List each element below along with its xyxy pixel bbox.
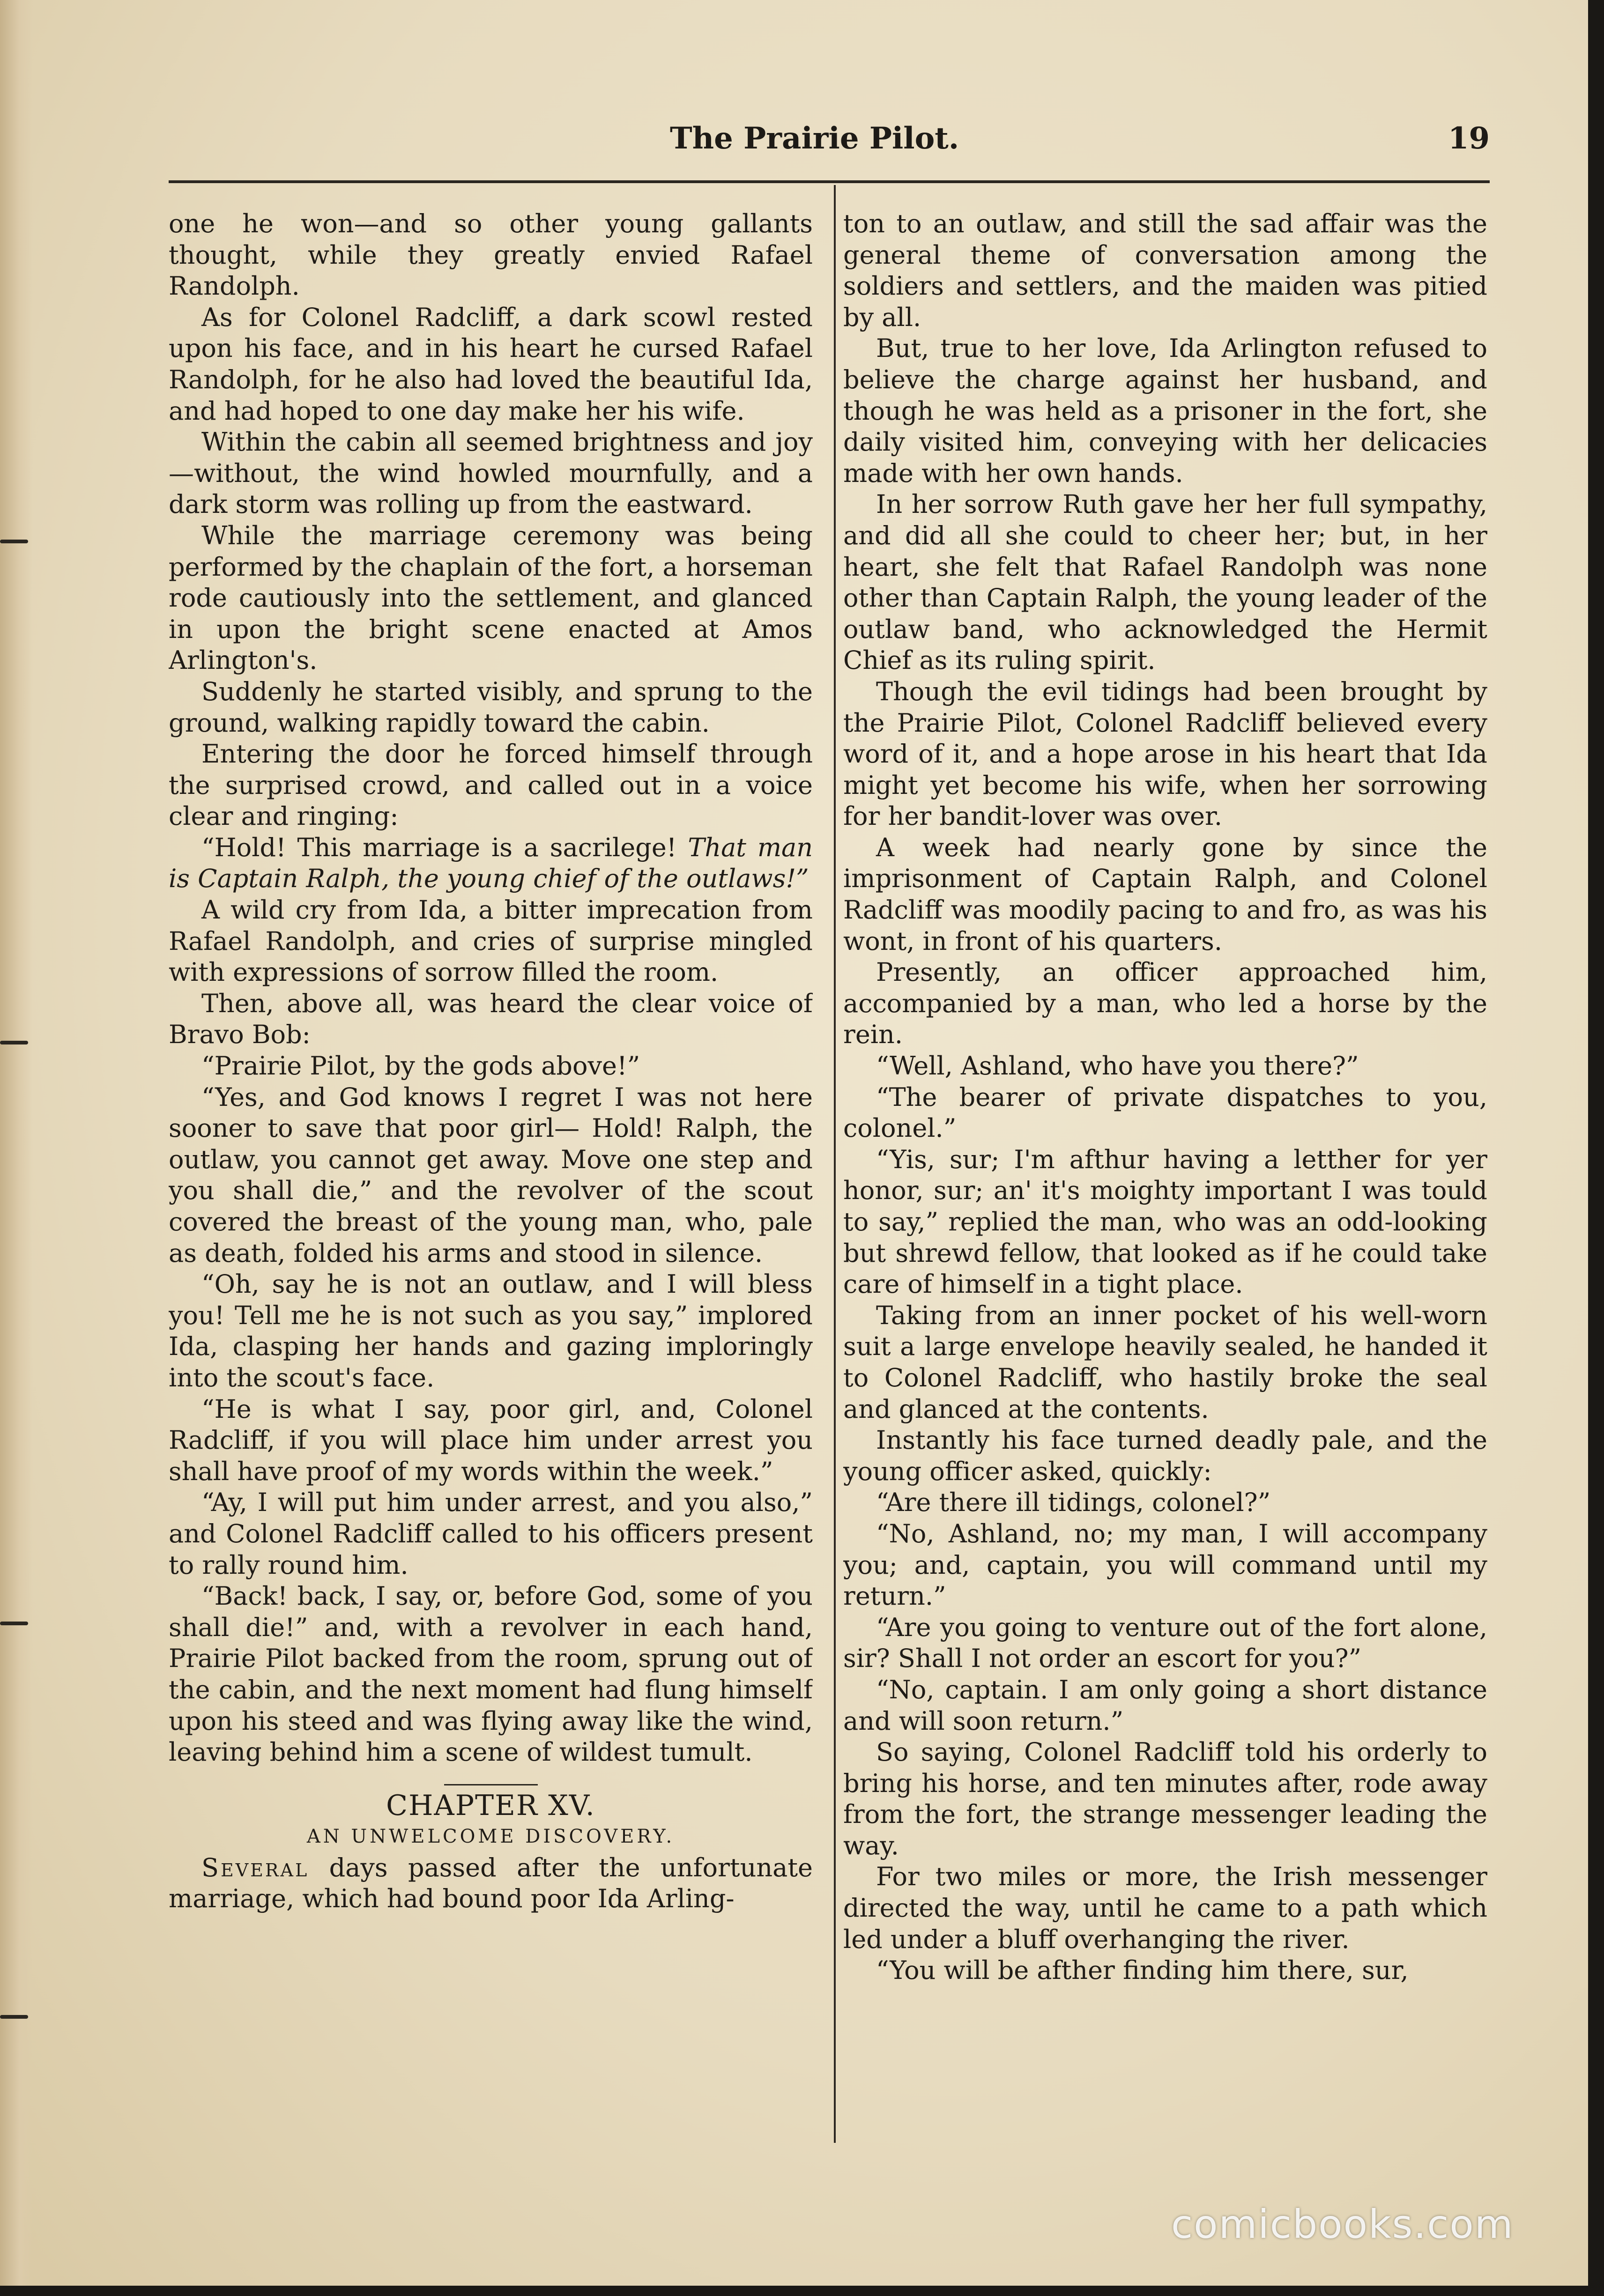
paragraph: “Back! back, I say, or, before God, some of you shall die!” and, with a revolver in each hand, Prairie Pilot backed from the room, sprung out of the cabin, and the next moment had flung himself upon his steed and was flying away like the wind, leaving behind him a scene of wildest tumult.: [169, 1581, 813, 1767]
chapter-opening-text: days passed after the unfortunate marriage, which had bound poor Ida Arling-: [169, 1852, 813, 1914]
paragraph: “Are there ill tidings, colonel?”: [876, 1488, 1271, 1518]
quote-italic-text: That man is Captain Ralph, the young chief of the outlaws!”: [169, 832, 813, 894]
paragraph: Then, above all, was heard the clear voice of Bravo Bob:: [169, 988, 813, 1050]
paragraph: “Prairie Pilot, by the gods above!”: [201, 1051, 640, 1081]
paragraph: “Yes, and God knows I regret I was not here sooner to save that poor girl— Hold! Ralph, the outlaw, you cannot get away. Move one step and you shall die,” and the revolver of the scout covered the breast of the young man, who, pale as death, folded his arms and stood in silence.: [169, 1082, 813, 1268]
running-header: [169, 121, 1490, 172]
column-divider: [834, 185, 836, 2143]
paragraph: Though the evil tidings had been brought by the Prairie Pilot, Colonel Radcliff believed every word of it, and a hope arose in his heart that Ida might yet become his wife, when her sorrowing for her bandit-lover was over.: [843, 676, 1487, 831]
paragraph: Suddenly he started visibly, and sprung to the ground, walking rapidly toward the cabin.: [169, 676, 813, 738]
page-number: 19: [1448, 121, 1490, 156]
right-column: [843, 208, 1487, 2176]
chapter-rule: [444, 1784, 538, 1785]
paragraph: So saying, Colonel Radcliff told his orderly to bring his horse, and ten minutes after, rode away from the fort, the strange messenger leading the way.: [843, 1737, 1487, 1860]
paragraph: “Well, Ashland, who have you there?”: [876, 1051, 1359, 1081]
left-column: [169, 208, 813, 2176]
paragraph: A wild cry from Ida, a bitter imprecation from Rafael Randolph, and cries of surprise mingled with expressions of sorrow filled the room.: [169, 895, 813, 987]
quote-paragraph: [169, 832, 813, 895]
watermark-text: comicbooks.com: [1171, 2201, 1514, 2247]
chapter-title: CHAPTER XV.: [386, 1789, 595, 1822]
paragraph: In her sorrow Ruth gave her her full sympathy, and did all she could to cheer her; but, in her heart, she felt that Rafael Randolph was none other than Captain Ralph, the young leader of the outlaw band, who acknowledged the Hermit Chief as its ruling spirit.: [843, 489, 1487, 675]
chapter-opening: [169, 1852, 813, 1915]
paragraph: “You will be afther finding him there, sur,: [876, 1955, 1409, 1985]
paragraph: A week had nearly gone by since the imprisonment of Captain Ralph, and Colonel Radcliff was moodily pacing to and fro, as was his wont, in front of his quarters.: [843, 832, 1487, 956]
paragraph: Presently, an officer approached him, accompanied by a man, who led a horse by the rein.: [843, 957, 1487, 1050]
paragraph: But, true to her love, Ida Arlington refused to believe the charge against her husband, and though he was held as a prisoner in the fort, she daily visited him, conveying with her delicacies made with her own hands.: [843, 333, 1487, 488]
paragraph: Entering the door he forced himself through the surprised crowd, and called out in a voice clear and ringing:: [169, 739, 813, 831]
margin-mark: [0, 2015, 33, 2021]
paragraph: While the marriage ceremony was being performed by the chaplain of the fort, a horseman rode cautiously into the settlement, and glanced in upon the bright scene enacted at Amos Arlington's.: [169, 520, 813, 675]
paragraph: For two miles or more, the Irish messenger directed the way, until he came to a path which led under a bluff overhanging the river.: [843, 1862, 1487, 1954]
paragraph: “Are you going to venture out of the fort alone, sir? Shall I not order an escort for you?”: [843, 1612, 1487, 1674]
paragraph: “Oh, say he is not an outlaw, and I will bless you! Tell me he is not such as you say,” implored Ida, clasping her hands and gazing imploringly into the scout's face.: [169, 1269, 813, 1392]
paragraph: Taking from an inner pocket of his well-worn suit a large envelope heavily sealed, he handed it to Colonel Radcliff, who hastily broke the seal and glanced at the contents.: [843, 1300, 1487, 1424]
chapter-first-word: Several: [201, 1852, 309, 1882]
paragraph: “No, Ashland, no; my man, I will accompany you; and, captain, you will command until my return.”: [843, 1518, 1487, 1611]
margin-mark: [0, 1622, 33, 1627]
paragraph: “Yis, sur; I'm afthur having a letther for yer honor, sur; an' it's moighty important I was tould to say,” replied the man, who was an odd-looking but shrewd fellow, that looked as if he could take care of himself in a tight place.: [843, 1144, 1487, 1299]
quote-text: “Hold! This marriage is a sacrilege!: [201, 832, 677, 862]
paragraph: “No, captain. I am only going a short distance and will soon return.”: [843, 1674, 1487, 1736]
paragraph: Instantly his face turned deadly pale, and the young officer asked, quickly:: [843, 1425, 1487, 1486]
paragraph: “Ay, I will put him under arrest, and you also,” and Colonel Radcliff called to his officers present to rally round him.: [169, 1488, 813, 1580]
paragraph: “He is what I say, poor girl, and, Colonel Radcliff, if you will place him under arrest you shall have proof of my words within the week.”: [169, 1394, 813, 1486]
running-title: The Prairie Pilot.: [670, 121, 959, 156]
paragraph: ton to an outlaw, and still the sad affair was the general theme of conversation among the soldiers and settlers, and the maiden was pitied by all.: [843, 209, 1487, 332]
margin-mark: [0, 1041, 33, 1046]
chapter-subtitle: AN UNWELCOME DISCOVERY.: [306, 1826, 675, 1848]
paragraph: “The bearer of private dispatches to you, colonel.”: [843, 1082, 1487, 1143]
paragraph: As for Colonel Radcliff, a dark scowl rested upon his face, and in his heart he cursed Rafael Randolph, for he also had loved the beautiful Ida, and had hoped to one day make her his wife.: [169, 302, 813, 426]
header-rule: [169, 180, 1490, 183]
paragraph: one he won—and so other young gallants thought, while they greatly envied Rafael Randolph.: [169, 209, 813, 301]
margin-mark: [0, 540, 33, 545]
paragraph: Within the cabin all seemed brightness and joy—without, the wind howled mournfully, and a dark storm was rolling up from the eastward.: [169, 427, 813, 519]
page-gutter: [0, 0, 33, 2286]
